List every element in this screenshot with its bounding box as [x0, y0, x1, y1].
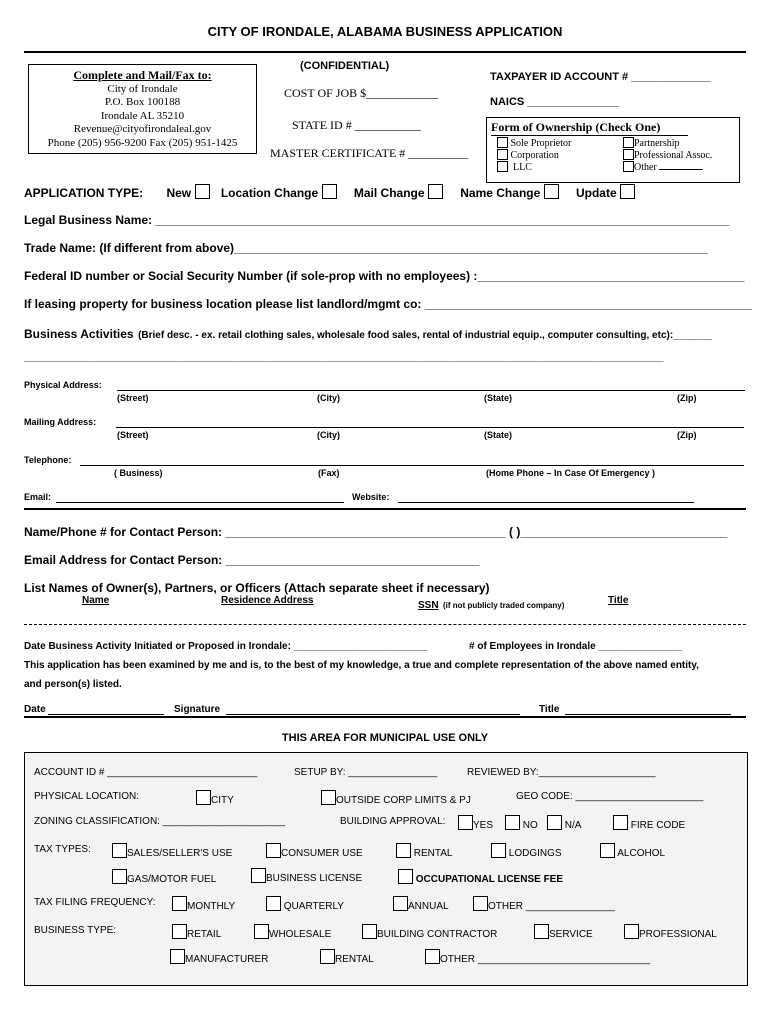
business-type-label: BUSINESS TYPE: — [34, 925, 117, 936]
tax-alcohol-option[interactable] — [600, 843, 665, 859]
location-city-option[interactable] — [196, 790, 234, 806]
tax-consumer-option[interactable] — [266, 843, 363, 859]
tax-occupational-option[interactable] — [398, 869, 563, 885]
fax-caption: (Fax) — [318, 468, 340, 478]
freq-quarterly-option[interactable] — [266, 896, 344, 912]
federal-id-field[interactable]: Federal ID number or Social Security Number (if sole-prop with no employees) :________________________________________ — [24, 269, 745, 283]
app-type-new-checkbox[interactable] — [195, 184, 210, 199]
owners-col-name: Name — [82, 595, 110, 606]
checkbox-icon[interactable] — [497, 137, 508, 148]
app-type-name-label: Name Change — [460, 186, 541, 200]
website-line[interactable] — [398, 502, 694, 503]
ownership-other-label: Other — [634, 162, 657, 173]
ownership-other[interactable] — [623, 161, 703, 173]
tax-gas-option[interactable] — [112, 869, 216, 885]
mail-to-heading: Complete and Mail/Fax to: — [73, 68, 212, 82]
type-retail-option[interactable] — [172, 924, 221, 940]
checkbox-icon[interactable] — [623, 137, 634, 148]
checkbox-icon[interactable] — [623, 161, 634, 172]
legal-name-field[interactable]: Legal Business Name: ______________________________________________________________________________________ — [24, 213, 730, 227]
approval-no-option[interactable] — [505, 815, 538, 831]
approval-no-label: NO — [522, 820, 538, 831]
freq-annual-option[interactable] — [393, 896, 449, 912]
tax-gas-label: GAS/MOTOR FUEL — [127, 874, 217, 885]
date-label: Date — [24, 704, 46, 715]
city-caption: (City) — [317, 393, 340, 403]
ownership-sole-label: Sole Proprietor — [510, 138, 572, 149]
geo-code-field[interactable]: GEO CODE: _______________________ — [516, 791, 704, 802]
checkbox-icon[interactable] — [320, 949, 335, 964]
checkbox-icon[interactable] — [172, 896, 187, 911]
account-id-field[interactable]: ACCOUNT ID # ___________________________ — [34, 767, 258, 778]
physical-address-label: Physical Address: — [24, 380, 102, 390]
type-manufacturer-label: MANUFACTURER — [185, 954, 269, 965]
zoning-field[interactable]: ZONING CLASSIFICATION: ______________________ — [34, 816, 286, 827]
naics-field[interactable]: NAICS _______________ — [490, 96, 620, 108]
tax-consumer-label: CONSUMER USE — [281, 848, 363, 859]
owners-col-ssn-label: SSN — [418, 600, 439, 611]
tax-business-license-label: BUSINESS LICENSE — [266, 873, 363, 884]
type-service-option[interactable] — [534, 924, 593, 940]
approval-yes-label: YES — [473, 820, 494, 831]
mail-to-line: Revenue@cityofirondaleal.gov — [73, 123, 212, 135]
checkbox-icon[interactable] — [266, 896, 281, 911]
checkbox-icon[interactable] — [396, 843, 411, 858]
website-label: Website: — [352, 492, 390, 502]
mail-to-line: City of Irondale — [107, 82, 178, 95]
type-retail-label: RETAIL — [187, 929, 222, 940]
business-activities-line[interactable]: ___________________________________________________________________________________________________________________ — [24, 352, 664, 363]
location-city-label: CITY — [211, 795, 234, 806]
contact-email-field[interactable]: Email Address for Contact Person: ______________________________________ — [24, 553, 480, 567]
type-contractor-label: BUILDING CONTRACTOR — [377, 929, 498, 940]
mailing-address-label: Mailing Address: — [24, 417, 97, 427]
section-rule — [24, 508, 746, 510]
checkbox-icon[interactable] — [534, 924, 549, 939]
owners-col-residence: Residence Address — [221, 595, 314, 606]
checkbox-icon[interactable] — [251, 868, 266, 883]
application-type-row — [24, 184, 635, 200]
app-type-new-label: New — [166, 186, 192, 200]
city-caption: (City) — [317, 430, 340, 440]
checkbox-icon[interactable] — [458, 815, 473, 830]
owners-col-title: Title — [608, 595, 629, 606]
reviewed-by-field[interactable]: REVIEWED BY:_____________________ — [467, 767, 656, 778]
freq-monthly-label: MONTHLY — [187, 901, 236, 912]
app-type-update-label: Update — [575, 186, 617, 200]
zip-caption: (Zip) — [677, 430, 697, 440]
type-professional-label: PROFESSIONAL — [639, 929, 717, 940]
street-caption: (Street) — [117, 430, 149, 440]
building-approval-label: BUILDING APPROVAL: — [340, 816, 446, 827]
approval-yes-option[interactable] — [458, 815, 493, 831]
confidential-label: (CONFIDENTIAL) — [300, 60, 390, 72]
section-rule — [24, 716, 746, 718]
tax-rental-option[interactable] — [396, 843, 453, 859]
title-label: Title — [539, 704, 560, 715]
employees-field-label: # of Employees in Irondale ___________ — [469, 641, 660, 652]
type-other-option[interactable] — [425, 949, 650, 965]
state-id-field[interactable]: STATE ID # ___________ — [292, 118, 421, 132]
checkbox-icon[interactable] — [624, 924, 639, 939]
ownership-box — [486, 117, 740, 183]
mail-to-line: Irondale AL 35210 — [100, 109, 185, 122]
checkbox-icon[interactable] — [600, 843, 615, 858]
app-type-mail-label: Mail Change — [353, 186, 425, 200]
app-type-location-label: Location Change — [220, 186, 319, 200]
mailing-address-line[interactable] — [116, 427, 744, 428]
type-professional-option[interactable] — [624, 924, 717, 940]
location-outside-option[interactable] — [321, 790, 471, 806]
type-service-label: SERVICE — [549, 929, 593, 940]
home-phone-caption: (Home Phone – In Case Of Emergency ) — [486, 468, 656, 478]
type-rental-option[interactable] — [320, 949, 374, 965]
ownership-heading: Form of Ownership (Check One) — [491, 120, 688, 136]
type-other-label: OTHER _______________________________ — [440, 954, 651, 965]
checkbox-icon[interactable] — [196, 790, 211, 805]
ownership-llc-label: LLC — [513, 162, 532, 173]
physical-location-label: PHYSICAL LOCATION: — [34, 791, 140, 802]
tax-lodgings-label: LODGINGS — [508, 848, 562, 859]
ownership-partnership-label: Partnership — [634, 138, 680, 149]
email-label: Email: — [24, 492, 52, 502]
checkbox-icon[interactable] — [398, 869, 413, 884]
ownership-corp-label: Corporation — [510, 150, 559, 161]
date-line[interactable] — [48, 714, 164, 715]
tax-sales-option[interactable] — [112, 843, 232, 859]
date-initiated-field[interactable]: Date Business Activity Initiated or Proposed in Irondale: ________________________ — [24, 641, 428, 652]
business-activities-desc: (Brief desc. - ex. retail clothing sales, wholesale food sales, rental of industrial equip., computer consulting, etc):_______ — [138, 330, 713, 341]
checkbox-icon[interactable] — [112, 869, 127, 884]
app-type-name-checkbox[interactable] — [544, 184, 559, 199]
state-caption: (State) — [484, 430, 513, 440]
checkbox-icon[interactable] — [362, 924, 377, 939]
app-type-mail-checkbox[interactable] — [428, 184, 443, 199]
checkbox-icon[interactable] — [393, 896, 408, 911]
checkbox-icon[interactable] — [112, 843, 127, 858]
checkbox-icon[interactable] — [623, 149, 634, 160]
fire-code-label: FIRE CODE — [630, 820, 686, 831]
checkbox-icon[interactable] — [425, 949, 440, 964]
tax-frequency-label: TAX FILING FREQUENCY: — [34, 897, 156, 908]
tax-alcohol-label: ALCOHOL — [617, 848, 666, 859]
owners-col-ssn — [418, 595, 564, 613]
certification-statement-cont: and person(s) listed. — [24, 679, 122, 690]
checkbox-icon[interactable] — [473, 896, 488, 911]
checkbox-icon[interactable] — [321, 790, 336, 805]
ownership-professional[interactable] — [623, 149, 712, 161]
cost-of-job-field[interactable]: COST OF JOB $____________ — [284, 86, 439, 100]
title-line[interactable] — [565, 714, 731, 715]
checkbox-icon[interactable] — [547, 815, 562, 830]
setup-by-field[interactable]: SETUP BY: ________________ — [294, 767, 438, 778]
business-activities-label: Business Activities — [24, 327, 134, 341]
email-line[interactable] — [56, 502, 344, 503]
checkbox-icon[interactable] — [170, 949, 185, 964]
owners-divider — [24, 624, 746, 625]
leasing-field[interactable]: If leasing property for business location please list landlord/mgmt co: _________________________________________________ — [24, 297, 752, 311]
checkbox-icon[interactable] — [497, 161, 508, 172]
business-activities-field[interactable] — [24, 325, 712, 343]
state-caption: (State) — [484, 393, 513, 403]
telephone-label: Telephone: — [24, 455, 72, 465]
tax-lodgings-option[interactable] — [491, 843, 562, 859]
freq-other-label: OTHER ________________ — [488, 901, 615, 912]
tax-types-label: TAX TYPES: — [34, 844, 91, 855]
tax-business-license-option[interactable] — [251, 868, 362, 884]
telephone-line[interactable] — [80, 465, 744, 466]
physical-address-line[interactable] — [117, 390, 745, 391]
mail-to-line: P.O. Box 100188 — [104, 96, 181, 108]
title-rule — [24, 51, 746, 53]
type-wholesale-option[interactable] — [254, 924, 331, 940]
fire-code-option[interactable] — [613, 815, 685, 831]
checkbox-icon[interactable] — [254, 924, 269, 939]
checkbox-icon[interactable] — [172, 924, 187, 939]
tax-rental-label: RENTAL — [413, 848, 453, 859]
zip-caption: (Zip) — [677, 393, 697, 403]
freq-other-option[interactable] — [473, 896, 615, 912]
owners-heading: List Names of Owner(s), Partners, or Officers (Attach separate sheet if necessary) — [24, 581, 490, 595]
signature-label: Signature — [174, 704, 221, 715]
ownership-professional-label: Professional Assoc. — [634, 150, 713, 161]
signature-line[interactable] — [226, 714, 520, 715]
freq-monthly-option[interactable] — [172, 896, 235, 912]
checkbox-icon[interactable] — [505, 815, 520, 830]
type-manufacturer-option[interactable] — [170, 949, 268, 965]
type-rental-label: RENTAL — [335, 954, 374, 965]
approval-na-label: N/A — [564, 820, 582, 831]
street-caption: (Street) — [117, 393, 149, 403]
ownership-partnership[interactable] — [623, 137, 680, 149]
business-phone-caption: ( Business) — [114, 468, 163, 478]
checkbox-icon[interactable] — [491, 843, 506, 858]
application-type-label: APPLICATION TYPE: — [24, 186, 144, 200]
freq-quarterly-label: QUARTERLY — [283, 901, 344, 912]
master-certificate-field[interactable]: MASTER CERTIFICATE # __________ — [270, 146, 469, 160]
mail-to-line: Phone (205) 956-9200 Fax (205) 951-1425 — [47, 136, 238, 149]
owners-col-ssn-note: (if not publicly traded company) — [443, 601, 565, 610]
employees-field-tail: ____ — [659, 641, 682, 652]
checkbox-icon[interactable] — [497, 149, 508, 160]
type-contractor-option[interactable] — [362, 924, 497, 940]
municipal-heading: THIS AREA FOR MUNICIPAL USE ONLY — [281, 732, 489, 744]
tax-sales-label: SALES/SELLER'S USE — [127, 848, 233, 859]
contact-name-phone-field[interactable]: Name/Phone # for Contact Person: __________________________________________ ( )_______________________________ — [24, 525, 728, 539]
ownership-llc[interactable] — [497, 161, 532, 173]
location-outside-label: OUTSIDE CORP LIMITS & PJ — [336, 795, 471, 806]
trade-name-field[interactable]: Trade Name: (If different from above)_______________________________________________________________________ — [24, 241, 708, 255]
tax-occupational-label: OCCUPATIONAL LICENSE FEE — [415, 874, 564, 885]
freq-annual-label: ANNUAL — [408, 901, 449, 912]
app-type-update-checkbox[interactable] — [620, 184, 635, 199]
taxpayer-id-field[interactable]: TAXPAYER ID ACCOUNT # _____________ — [490, 71, 711, 83]
checkbox-icon[interactable] — [266, 843, 281, 858]
certification-statement: This application has been examined by me and is, to the best of my knowledge, a true and complete representation of the above named entity, — [24, 660, 699, 671]
app-type-location-checkbox[interactable] — [322, 184, 337, 199]
type-wholesale-label: WHOLESALE — [269, 929, 332, 940]
employees-field[interactable] — [469, 641, 682, 652]
form-title: CITY OF IRONDALE, ALABAMA BUSINESS APPLICATION — [207, 24, 563, 39]
ownership-sole[interactable] — [497, 137, 571, 149]
ownership-corporation[interactable] — [497, 149, 559, 161]
mail-to-box — [28, 64, 257, 154]
approval-na-option[interactable] — [547, 815, 581, 831]
checkbox-icon[interactable] — [613, 815, 628, 830]
